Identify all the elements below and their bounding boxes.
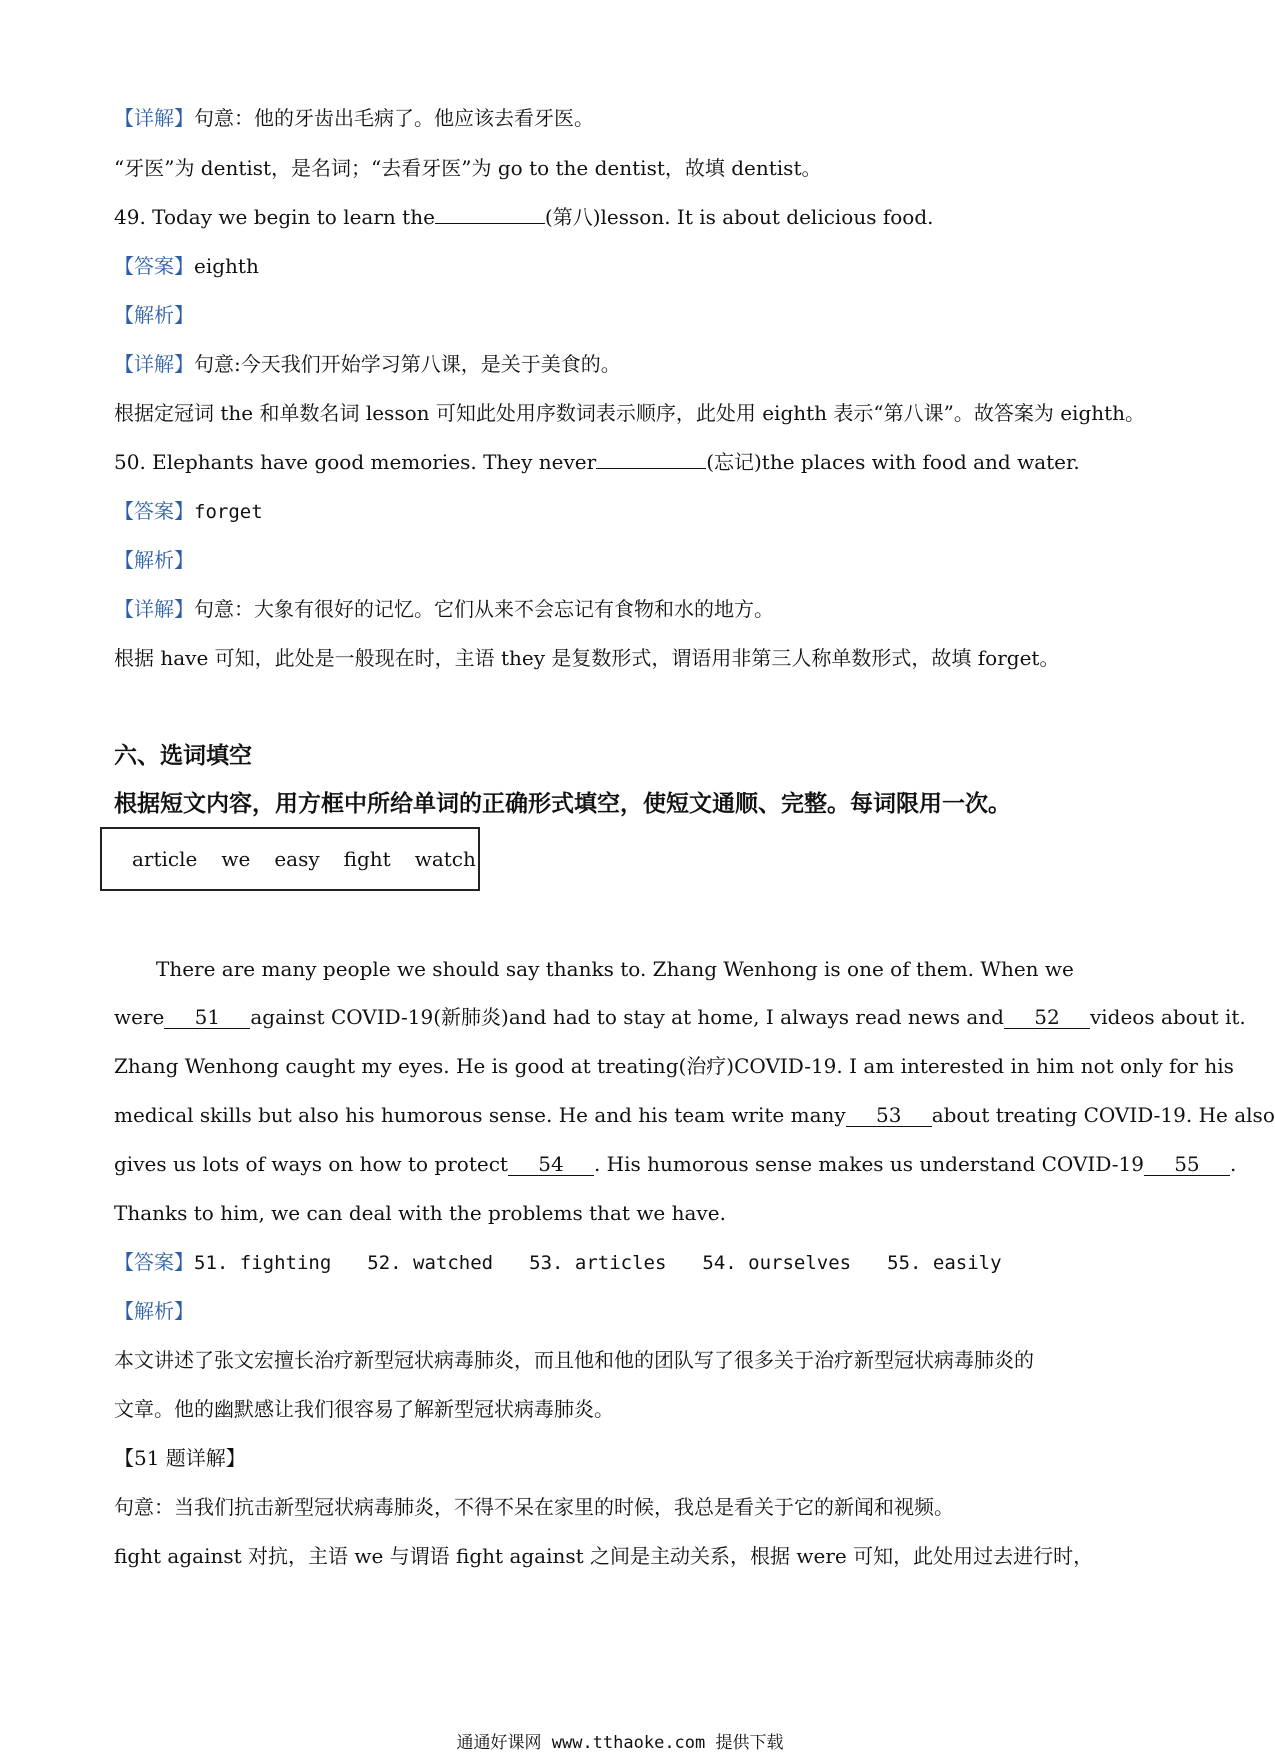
word-bank-item: article: [132, 847, 198, 871]
answer-item: 55. easily: [887, 1252, 1002, 1274]
q49-answer: [114, 252, 259, 280]
detail-text: 句意:今天我们开始学习第八课，是关于美食的。: [194, 352, 621, 376]
question-suffix: (第八)lesson. It is about delicious food.: [544, 205, 934, 229]
passage-text: .: [1229, 1152, 1237, 1176]
word-bank-item: easy: [274, 847, 320, 871]
passage-line: Zhang Wenhong caught my eyes. He is good at treating(治疗)COVID-19. I am interested in him not only for his: [114, 1054, 1234, 1078]
analysis-tag: 【解析】: [114, 1299, 194, 1323]
q51-meaning: 句意：当我们抗击新型冠状病毒肺炎，不得不呆在家里的时候，我总是看关于它的新闻和视频。: [114, 1495, 954, 1519]
blank-51: 51: [164, 1006, 250, 1029]
answer-tag: 【答案】: [114, 1250, 194, 1274]
q49-analysis-tag: 【解析】: [114, 303, 194, 327]
q49-detail-line: [114, 350, 621, 378]
passage-text: gives us lots of ways on how to protect: [114, 1152, 508, 1176]
detail-tag: 【详解】: [114, 106, 194, 130]
answer-item: 53. articles: [529, 1252, 667, 1274]
blank-53: 53: [846, 1104, 932, 1127]
passage-line: There are many people we should say thanks to. Zhang Wenhong is one of them. When we: [156, 957, 1074, 981]
word-bank-item: fight: [343, 847, 391, 871]
passage-text: about treating COVID-19. He also: [931, 1103, 1275, 1127]
question-prefix: 50. Elephants have good memories. They never: [114, 450, 597, 474]
passage-line: Thanks to him, we can deal with the problems that we have.: [114, 1201, 726, 1225]
answers-line: [114, 1248, 1038, 1277]
q48-detail-line: [114, 104, 594, 132]
q50-question: [114, 448, 1080, 476]
question-suffix: (忘记)the places with food and water.: [706, 450, 1080, 474]
q50-detail-line: [114, 595, 774, 623]
word-bank-item: watch: [414, 847, 476, 871]
q49-explain: 根据定冠词 the 和单数名词 lesson 可知此处用序数词表示顺序，此处用 eighth 表示“第八课”。故答案为 eighth。: [114, 401, 1146, 425]
passage-text: . His humorous sense makes us understand COVID-19: [593, 1152, 1144, 1176]
word-bank-item: we: [221, 847, 251, 871]
blank-52: 52: [1004, 1006, 1090, 1029]
q51-detail-tag: 【51 题详解】: [114, 1446, 246, 1470]
q51-explain: fight against 对抗，主语 we 与谓语 fight against 之间是主动关系，根据 were 可知，此处用过去进行时，: [114, 1544, 1094, 1568]
passage-line: [114, 1003, 1246, 1031]
q50-answer: [114, 497, 263, 526]
q50-analysis-tag: 【解析】: [114, 548, 194, 572]
section-title: 六、选词填空: [114, 743, 252, 769]
q49-question: [114, 203, 934, 231]
answer-item: 52. watched: [367, 1252, 494, 1274]
detail-tag: 【详解】: [114, 597, 194, 621]
answer-tag: 【答案】: [114, 499, 194, 523]
detail-text: 句意：大象有很好的记忆。它们从来不会忘记有食物和水的地方。: [194, 597, 774, 621]
question-prefix: 49. Today we begin to learn the: [114, 205, 435, 229]
passage-text: against COVID-19(新肺炎)and had to stay at home, I always read news and: [250, 1005, 1004, 1029]
answer-item: 54. ourselves: [702, 1252, 852, 1274]
q48-explain: “牙医”为 dentist，是名词；“去看牙医”为 go to the dentist，故填 dentist。: [114, 156, 822, 180]
answer-blank: [435, 223, 545, 224]
passage-text: medical skills but also his humorous sense. He and his team write many: [114, 1103, 846, 1127]
analysis-summary: 本文讲述了张文宏擅长治疗新型冠状病毒肺炎，而且他和他的团队写了很多关于治疗新型冠状病毒肺炎的: [114, 1348, 1034, 1372]
q50-explain: 根据 have 可知，此处是一般现在时，主语 they 是复数形式，谓语用非第三人称单数形式，故填 forget。: [114, 646, 1060, 670]
answer-text: eighth: [194, 254, 259, 278]
blank-55: 55: [1144, 1153, 1230, 1176]
answer-text: forget: [194, 501, 263, 523]
answer-blank: [596, 468, 706, 469]
word-bank-box: [100, 827, 480, 891]
passage-line: [114, 1101, 1275, 1129]
passage-line: [114, 1150, 1236, 1178]
detail-text: 句意：他的牙齿出毛病了。他应该去看牙医。: [194, 106, 594, 130]
footer-download-note: 通通好课网 www.tthaoke.com 提供下载: [456, 1733, 784, 1753]
blank-54: 54: [508, 1153, 594, 1176]
passage-text: were: [114, 1005, 165, 1029]
answer-item: 51. fighting: [194, 1252, 332, 1274]
detail-tag: 【详解】: [114, 352, 194, 376]
passage-text: videos about it.: [1089, 1005, 1246, 1029]
section-instruction: 根据短文内容，用方框中所给单词的正确形式填空，使短文通顺、完整。每词限用一次。: [114, 791, 1011, 817]
answer-tag: 【答案】: [114, 254, 194, 278]
analysis-summary: 文章。他的幽默感让我们很容易了解新型冠状病毒肺炎。: [114, 1397, 614, 1421]
